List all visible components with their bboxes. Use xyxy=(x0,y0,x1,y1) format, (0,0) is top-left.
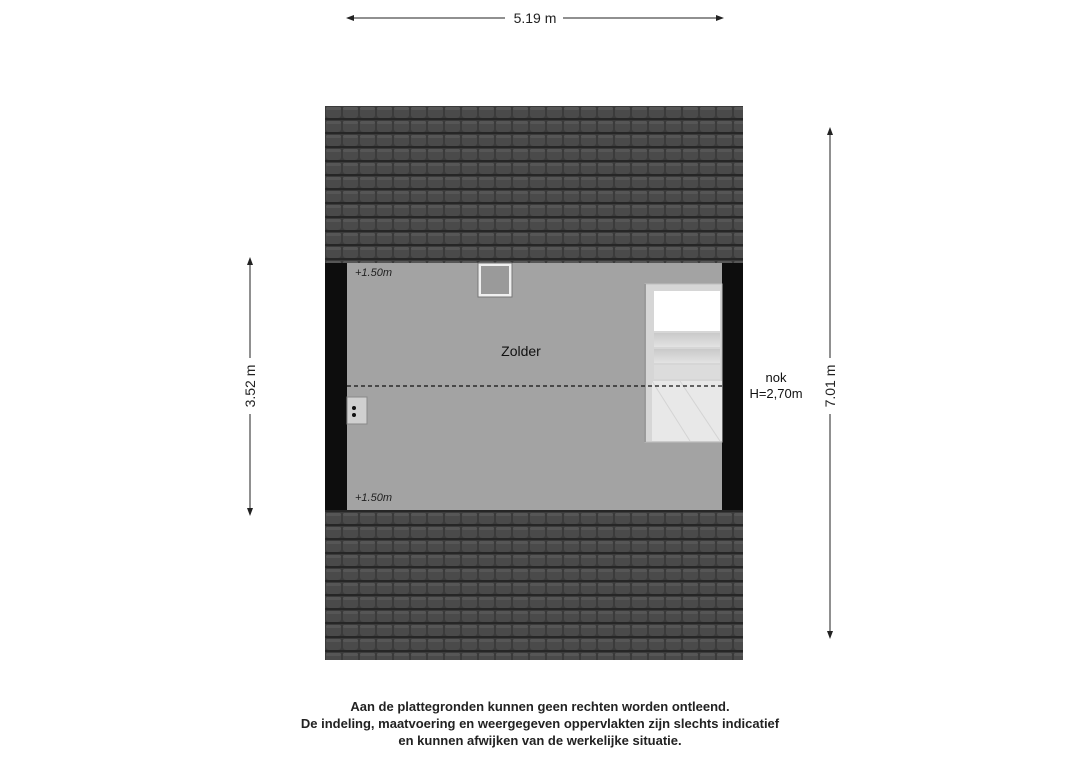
total-height-dimension xyxy=(822,127,838,639)
wall-right xyxy=(722,263,743,510)
room-name: Zolder xyxy=(501,343,541,359)
level-label-top: +1.50m xyxy=(355,267,392,279)
ridge-height-label: H=2,70m xyxy=(749,386,803,401)
width-dimension xyxy=(346,10,724,26)
disclaimer-line-3: en kunnen afwijken van de werkelijke situatie. xyxy=(398,733,682,748)
level-label-bottom: +1.50m xyxy=(355,492,392,504)
wall-outlet xyxy=(347,397,367,424)
room-height-dimension xyxy=(242,257,258,516)
disclaimer xyxy=(0,698,1080,749)
ridge-label: nok xyxy=(765,370,787,385)
disclaimer-line-2: De indeling, maatvoering en weergegeven oppervlakten zijn slechts indicatief xyxy=(300,716,780,731)
roof-window xyxy=(478,263,512,297)
wall-left xyxy=(325,263,347,510)
width-label: 5.19 m xyxy=(513,10,557,26)
disclaimer-line-1: Aan de plattegronden kunnen geen rechten worden ontleend. xyxy=(350,699,730,714)
roof-top xyxy=(325,106,743,263)
total-height-label: 7.01 m xyxy=(822,364,838,408)
room-height-label: 3.52 m xyxy=(242,364,258,408)
staircase xyxy=(645,284,722,442)
roof-bottom xyxy=(325,510,743,660)
